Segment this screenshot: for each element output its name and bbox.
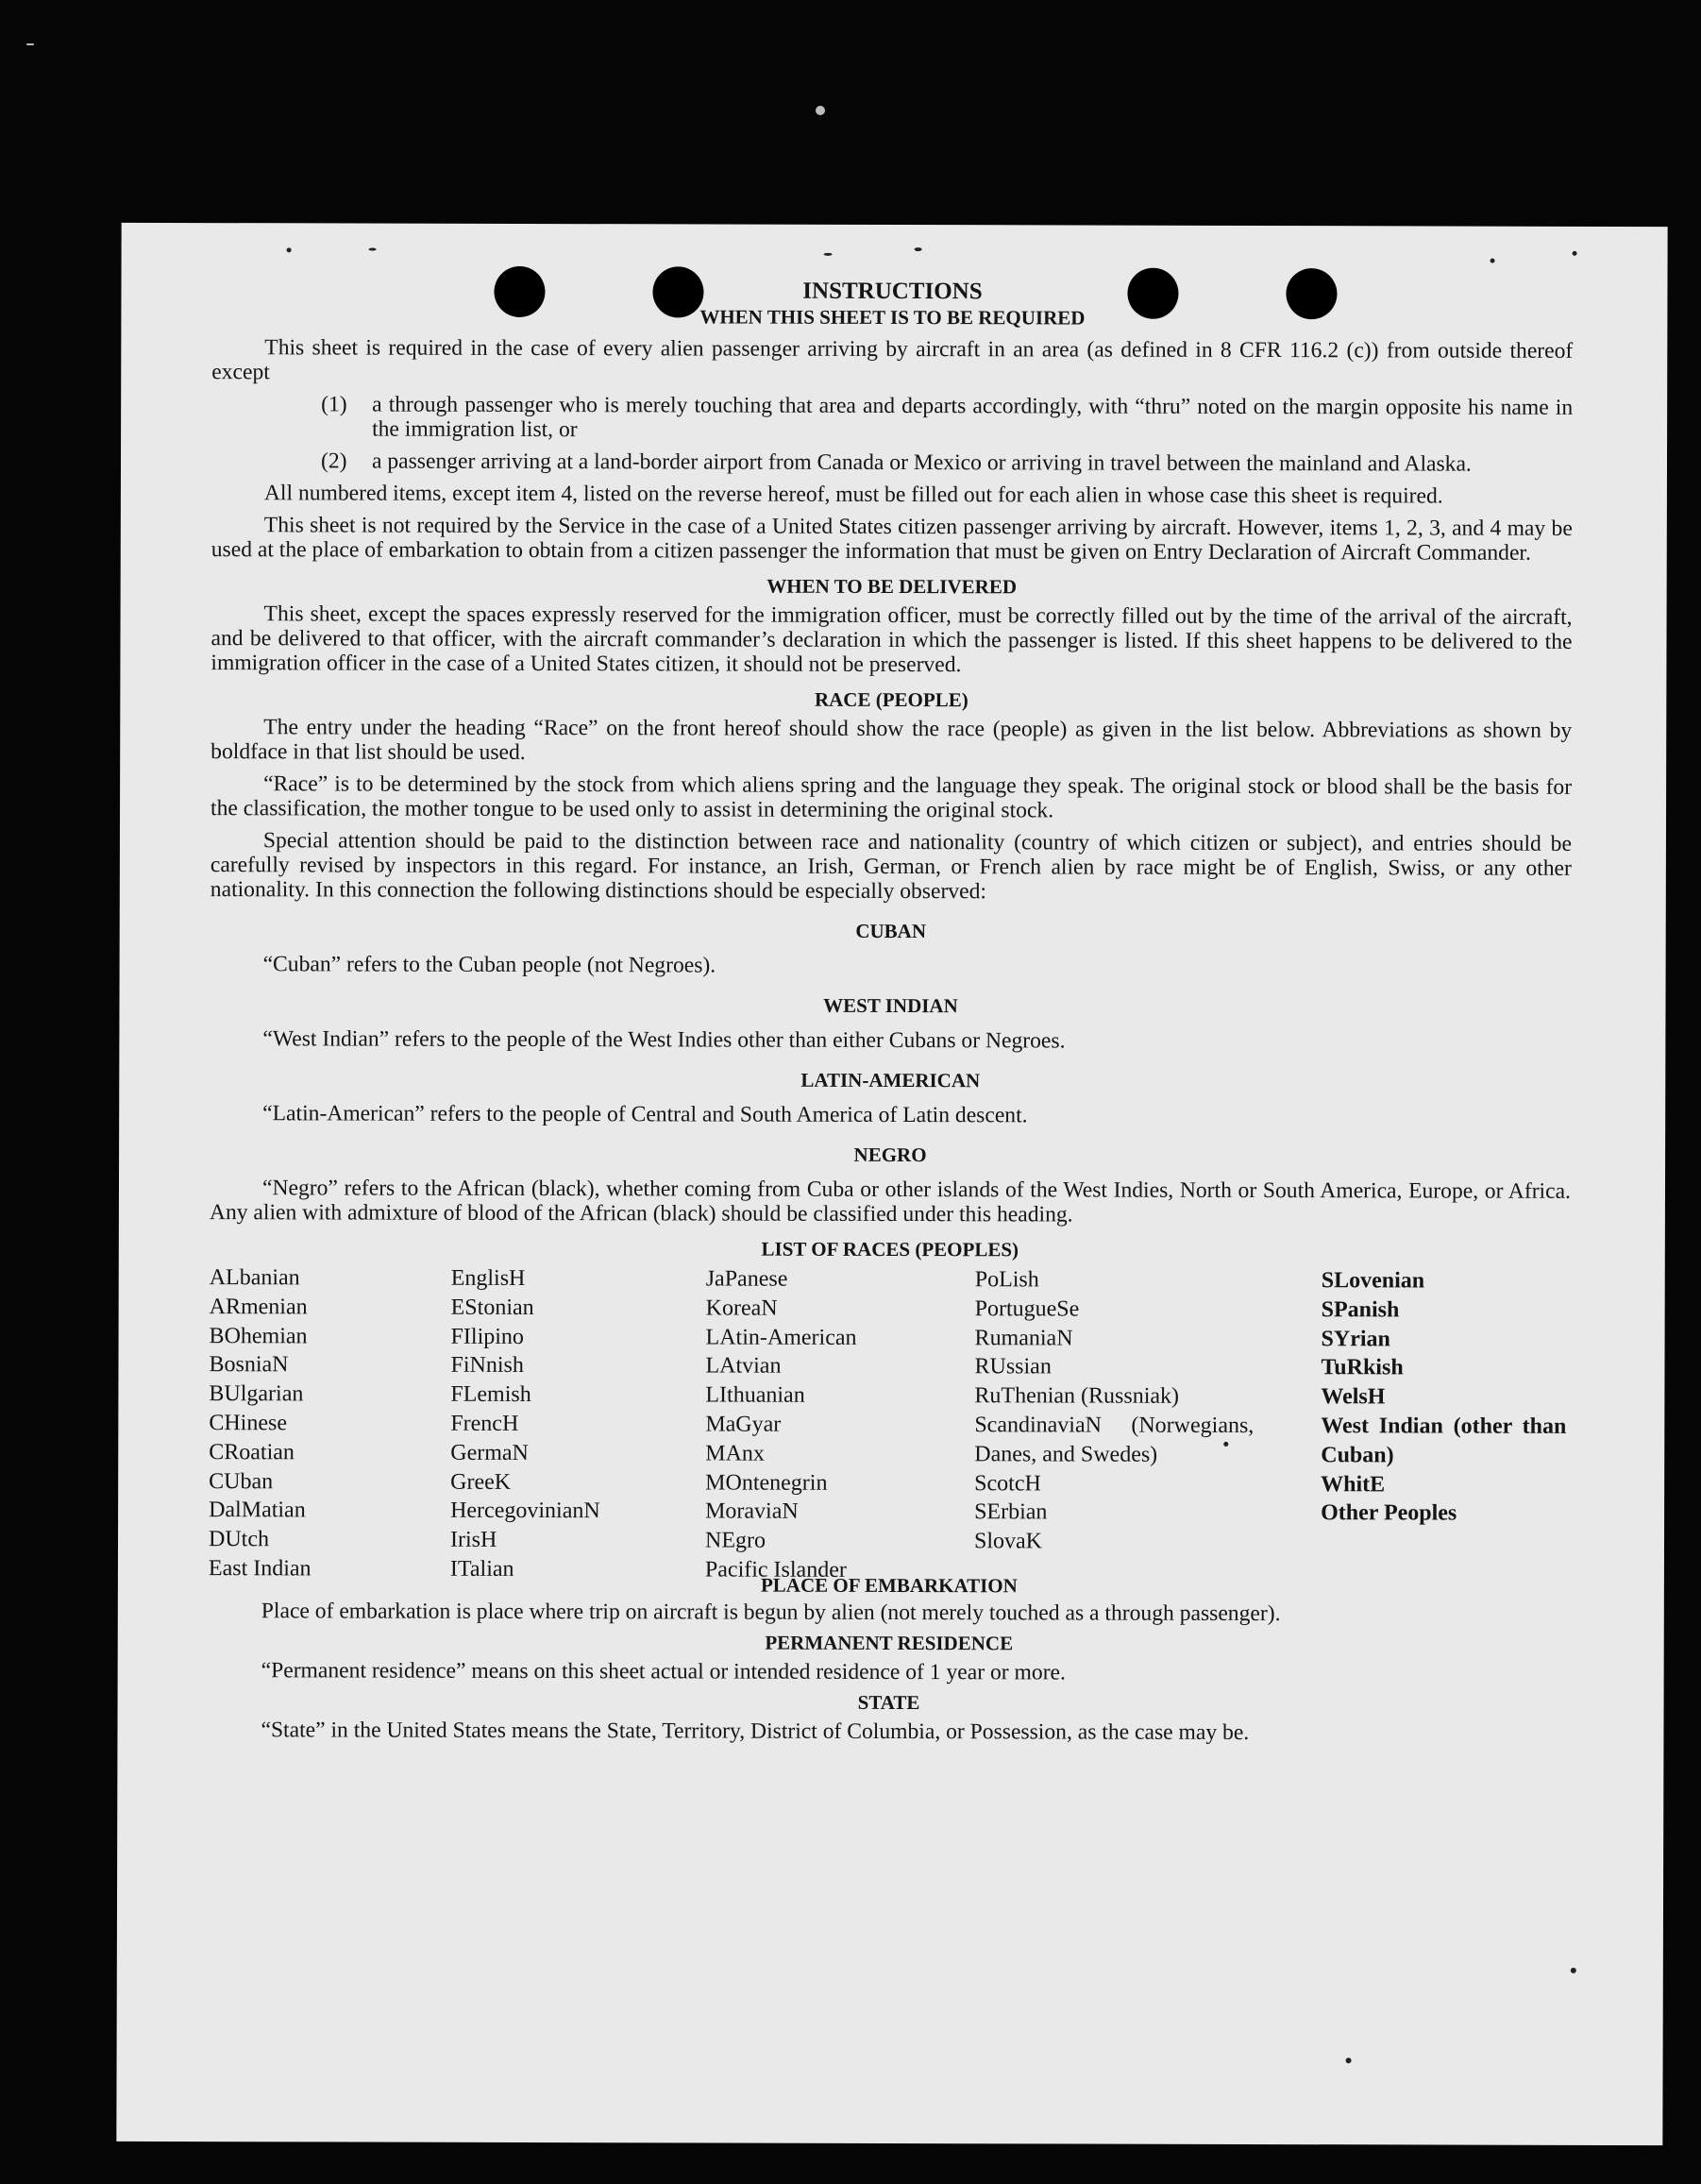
race-entry: HercegovinianN — [450, 1498, 600, 1524]
race-entry: MoraviaN — [705, 1498, 799, 1525]
races-column-3 — [705, 1264, 952, 1584]
race-entry: West Indian (other than Cuban) — [1321, 1414, 1567, 1468]
race-entry: WelsH — [1321, 1384, 1386, 1410]
section-heading-permanent-residence: PERMANENT RESIDENCE — [765, 1631, 1014, 1655]
race-entry: East Indian — [208, 1556, 312, 1582]
race-entry: GermaN — [450, 1440, 529, 1465]
races-column-1 — [209, 1263, 427, 1583]
race-entry: SYrian — [1321, 1326, 1390, 1351]
item-number: (2) — [320, 449, 347, 474]
races-column-2 — [450, 1264, 668, 1584]
race-entry: SPanish — [1321, 1296, 1400, 1323]
race-entry: IrisH — [449, 1527, 497, 1553]
race-entry: DUtch — [208, 1527, 270, 1552]
race-entry: MaGyar — [705, 1412, 782, 1437]
paragraph: “Race” is to be determined by the stock from which aliens spring and the language they speak. The original stock or blood shall be the basis for the classification, the mother tongue to be used only to assist in determining the original stock. — [211, 771, 1573, 823]
race-entry: Other Peoples — [1321, 1500, 1457, 1526]
race-entry: RumaniaN — [974, 1325, 1073, 1351]
ink-speck — [287, 247, 292, 252]
paragraph: Place of embarkation is place where trip on aircraft is begun by alien (not merely touched as a through passenger). — [261, 1599, 1281, 1627]
race-entry: SlovaK — [973, 1529, 1043, 1554]
race-entry: WhitE — [1321, 1471, 1386, 1497]
race-entry: LAtin-American — [705, 1325, 857, 1350]
race-entry: MOntenegrin — [705, 1470, 828, 1496]
paragraph: This sheet, except the spaces expressly reserved for the immigration officer, must be correctly filled out by the time of the arrival of the aircraft, and be delivered to that officer, with the aircraft commander’s declaration in which the passenger is listed. If this sheet happens to be delivered to the immigration officer in the case of a United States citizen, it should not be preserved. — [211, 601, 1573, 678]
race-entry: PoLish — [974, 1267, 1039, 1293]
race-entry: EStonian — [450, 1295, 534, 1320]
paragraph: “State” in the United States means the State, Territory, District of Columbia, or Possession, as the case may be. — [261, 1718, 1250, 1745]
race-entry: GreeK — [450, 1469, 512, 1495]
section-heading-negro: NEGRO — [853, 1143, 927, 1167]
ink-speck — [915, 247, 922, 251]
ink-speck — [1490, 259, 1495, 263]
race-entry: FiNnish — [450, 1353, 524, 1379]
race-entry: SErbian — [974, 1499, 1048, 1525]
section-heading-west-indian: WEST INDIAN — [823, 993, 958, 1018]
paragraph: “Permanent residence” means on this sheet actual or intended residence of 1 year or more. — [261, 1658, 1066, 1685]
section-heading-race: RACE (PEOPLE) — [814, 687, 968, 712]
section-heading-embarkation: PLACE OF EMBARKATION — [760, 1573, 1018, 1598]
film-speck — [816, 106, 825, 115]
instructions-content — [208, 278, 1573, 1746]
race-entry: NEgro — [704, 1528, 766, 1553]
race-entry: LIthuanian — [705, 1382, 805, 1408]
ink-speck — [369, 248, 377, 251]
item-text: a through passenger who is merely touching that area and departs accordingly, with “thru” noted on the margin opposite his name in the immigration list, or — [372, 392, 1574, 443]
paragraph: This sheet is not required by the Service in the case of a United States citizen passenger arriving by aircraft. However, items 1, 2, 3, and 4 may be used at the place of embarkation to obtain from a citizen passenger the information that must be given on Entry Declaration of Aircraft Commander. — [211, 513, 1573, 566]
item-text: a passenger arriving at a land-border airport from Canada or Mexico or arriving in travel between the mainland and Alaska. — [371, 449, 1472, 477]
race-entry: JaPanese — [705, 1266, 788, 1292]
ink-speck — [1346, 2057, 1352, 2063]
section-heading-latin-american: LATIN-AMERICAN — [800, 1068, 981, 1092]
paragraph: Special attention should be paid to the distinction between race and nationality (country of which citizen or subject), and entries should be carefully revised by inspectors in this regard. For instance, an Irish, German, or French alien by race might be of English, Swiss, or any other nationality. In this connection the following distinctions should be especially observed: — [210, 828, 1572, 905]
ink-speck — [1573, 251, 1577, 256]
paragraph: “West Indian” refers to the people of the West Indies other than either Cubans or Negroes. — [262, 1026, 1066, 1054]
paragraph: The entry under the heading “Race” on the front hereof should show the race (people) as given in the list below. Abbreviations as shown by boldface in that list should be used. — [211, 715, 1573, 765]
race-entry: FIlipino — [450, 1324, 524, 1349]
section-heading-when-required: WHEN THIS SHEET IS TO BE REQUIRED — [699, 305, 1086, 330]
race-entry: FLemish — [450, 1381, 531, 1408]
paragraph: “Negro” refers to the African (black), whether coming from Cuba or other islands of the West Indies, North or South America, Europe, or Africa. Any alien with admixture of blood of the African (black) should be classified under this heading. — [209, 1176, 1572, 1227]
paragraph: All numbered items, except item 4, listed on the reverse hereof, must be filled out for each alien in whose case this sheet is required. — [263, 481, 1443, 509]
race-entry: SLovenian — [1321, 1268, 1425, 1294]
race-entry: ARmenian — [209, 1294, 308, 1320]
race-entry: LAtvian — [705, 1353, 782, 1380]
section-heading-when-delivered: WHEN TO BE DELIVERED — [766, 574, 1018, 599]
section-heading-state: STATE — [857, 1690, 920, 1715]
race-entry: EnglisH — [450, 1265, 526, 1291]
races-column-5 — [1321, 1266, 1567, 1529]
races-list — [208, 1263, 1571, 1583]
race-entry: DalMatian — [209, 1498, 306, 1523]
list-item — [321, 392, 1573, 444]
race-entry: BosniaN — [209, 1352, 289, 1378]
race-entry: BOhemian — [209, 1323, 308, 1348]
paragraph: This sheet is required in the case of every alien passenger arriving by aircraft in an area (as defined in 8 CFR 116.2 (c)) from outside thereof except — [211, 335, 1574, 385]
race-entry: ScotcH — [974, 1470, 1041, 1496]
item-number: (1) — [321, 392, 347, 417]
race-entry: TuRkish — [1321, 1355, 1404, 1380]
section-heading-cuban: CUBAN — [855, 919, 927, 943]
race-entry: ALbanian — [209, 1265, 300, 1291]
race-entry: BUlgarian — [209, 1381, 304, 1407]
race-entry: ITalian — [449, 1556, 514, 1582]
race-entry: KoreaN — [705, 1295, 778, 1321]
list-item — [321, 449, 1573, 476]
race-entry: CRoatian — [209, 1439, 295, 1465]
page-title: INSTRUCTIONS — [802, 278, 983, 305]
race-entry: ScandinaviaN (Norwegians, Danes, and Swedes) — [974, 1413, 1255, 1467]
ink-speck — [824, 253, 833, 256]
paragraph: “Cuban” refers to the Cuban people (not Negroes). — [262, 952, 716, 978]
paragraph: “Latin-American” refers to the people of Central and South America of Latin descent. — [262, 1101, 1028, 1128]
races-column-4 — [974, 1265, 1255, 1557]
document-page — [116, 223, 1667, 2145]
section-heading-races-list: LIST OF RACES (PEOPLES) — [761, 1237, 1019, 1261]
ink-speck — [1571, 1968, 1576, 1973]
race-entry: CHinese — [209, 1411, 288, 1436]
race-entry: FrencH — [450, 1411, 519, 1436]
film-speck — [26, 43, 34, 45]
race-entry: MAnx — [705, 1441, 765, 1466]
race-entry: CUban — [209, 1468, 274, 1494]
race-entry: Pacific Islander — [704, 1557, 847, 1583]
race-entry: RUssian — [974, 1354, 1052, 1380]
race-entry: PortugueSe — [974, 1296, 1080, 1322]
race-entry: RuThenian (Russniak) — [974, 1383, 1180, 1409]
